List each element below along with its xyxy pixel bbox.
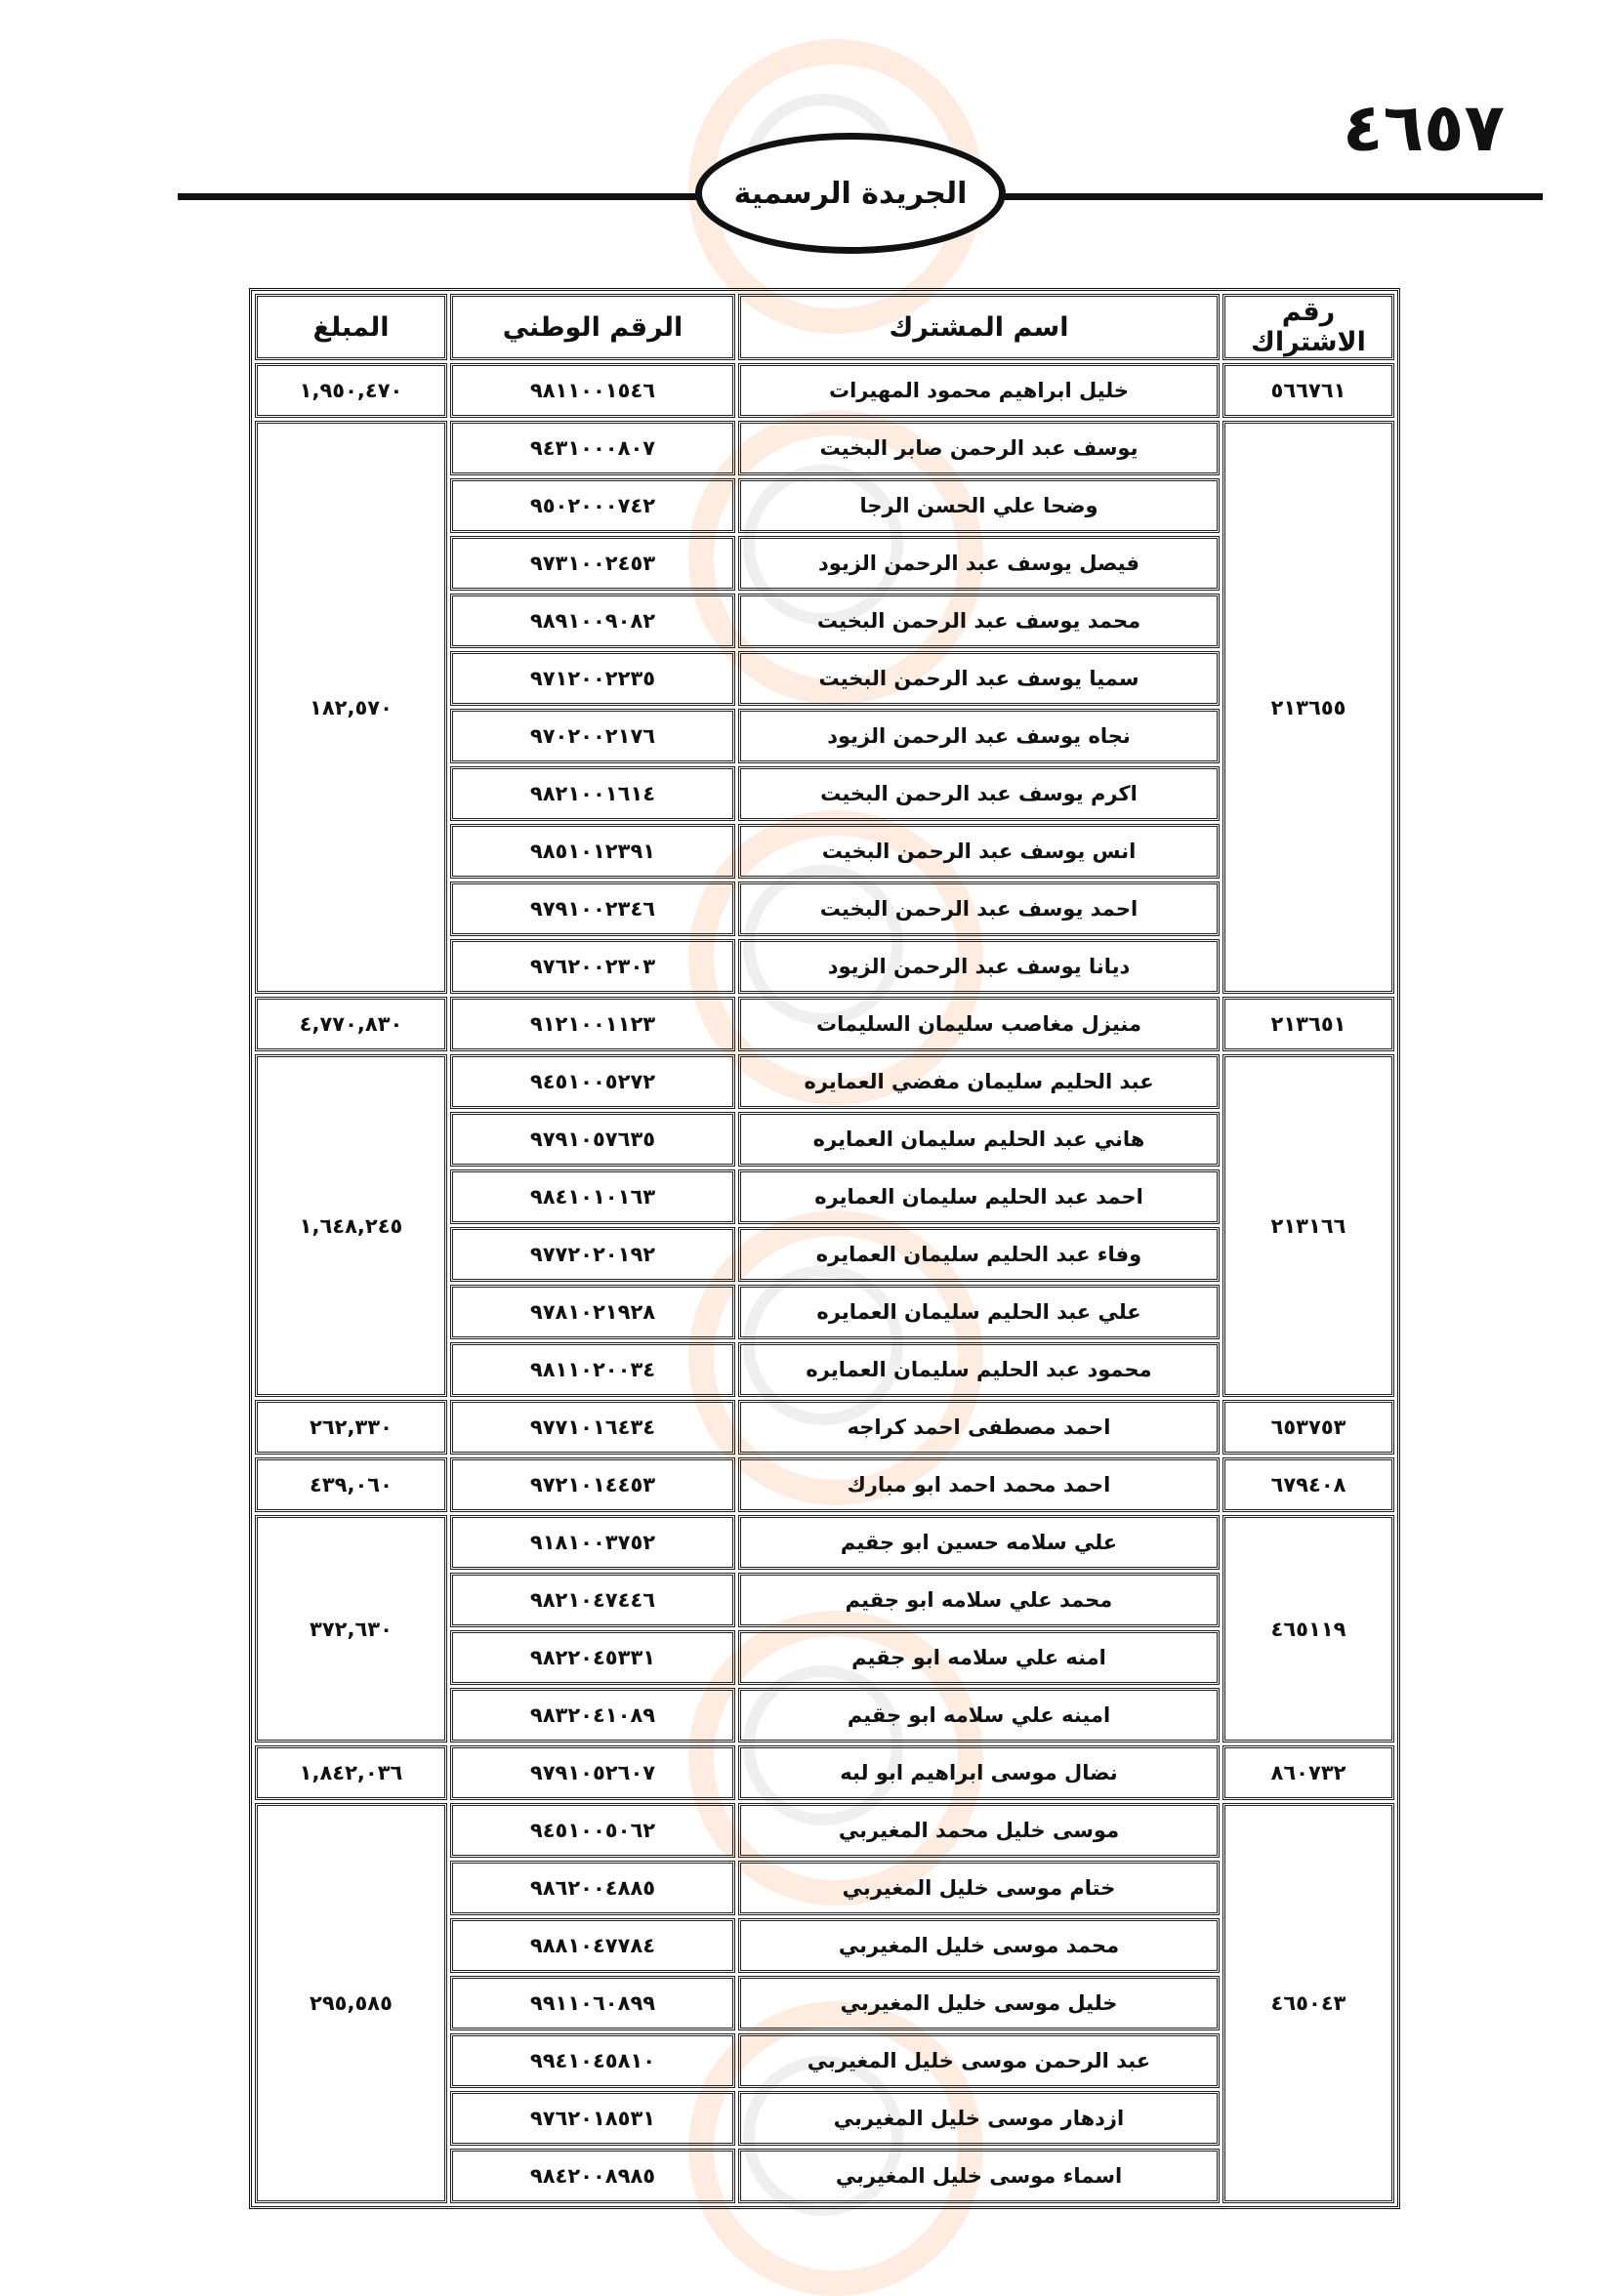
amount: ٢٩٥,٥٨٥ xyxy=(255,1803,447,2203)
subscriber-name: ديانا يوسف عبد الرحمن الزيود xyxy=(738,939,1220,994)
subscriber-name: امنه علي سلامه ابو جقيم xyxy=(738,1630,1220,1685)
subscription-number: ٦٧٩٤٠٨ xyxy=(1222,1457,1394,1512)
national-id: ٩٨٨١٠٤٧٧٨٤ xyxy=(450,1918,735,1973)
national-id: ٩٧٣١٠٠٢٤٥٣ xyxy=(450,536,735,591)
subscriber-name: محمد موسى خليل المغيربي xyxy=(738,1918,1220,1973)
national-id: ٩٨٣٢٠٤١٠٨٩ xyxy=(450,1688,735,1742)
national-id: ٩٨١١٠٢٠٠٣٤ xyxy=(450,1342,735,1397)
national-id: ٩٩٤١٠٤٥٨١٠ xyxy=(450,2033,735,2088)
national-id: ٩٧٧١٠١٦٤٣٤ xyxy=(450,1400,735,1455)
table-row xyxy=(255,363,1394,418)
amount: ٣٧٢,٦٣٠ xyxy=(255,1515,447,1742)
column-header-subscription: رقم الاشتراك xyxy=(1222,294,1394,360)
national-id: ٩٨٦٢٠٠٤٨٨٥ xyxy=(450,1861,735,1915)
page-number: ٤٦٥٧ xyxy=(1343,90,1506,167)
subscription-number: ٥٦٦٧٦١ xyxy=(1222,363,1394,418)
subscriber-name: محمد يوسف عبد الرحمن البخيت xyxy=(738,594,1220,648)
subscriber-name: اكرم يوسف عبد الرحمن البخيت xyxy=(738,766,1220,821)
national-id: ٩١٨١٠٠٣٧٥٢ xyxy=(450,1515,735,1570)
national-id: ٩٧٩١٠٥٢٦٠٧ xyxy=(450,1745,735,1800)
subscriber-name: سميا يوسف عبد الرحمن البخيت xyxy=(738,651,1220,706)
subscription-number: ٨٦٠٧٣٢ xyxy=(1222,1745,1394,1800)
national-id: ٩٨٢١٠٤٧٤٤٦ xyxy=(450,1573,735,1627)
national-id: ٩٧٩١٠٠٢٣٤٦ xyxy=(450,882,735,936)
subscriber-name: محمود عبد الحليم سليمان العمايره xyxy=(738,1342,1220,1397)
amount: ١٨٢,٥٧٠ xyxy=(255,421,447,994)
national-id: ٩٨٤٢٠٠٨٩٨٥ xyxy=(450,2149,735,2203)
subscriber-name: خليل ابراهيم محمود المهيرات xyxy=(738,363,1220,418)
subscriber-name: امينه علي سلامه ابو جقيم xyxy=(738,1688,1220,1742)
table-row xyxy=(255,1515,1394,1570)
national-id: ٩٧٦٢٠٠٢٣٠٣ xyxy=(450,939,735,994)
subscriber-name: خليل موسى خليل المغيربي xyxy=(738,1976,1220,2030)
subscriber-name: عبد الرحمن موسى خليل المغيربي xyxy=(738,2033,1220,2088)
subscriber-name: وضحا علي الحسن الرجا xyxy=(738,478,1220,533)
subscription-number: ٢١٣٦٥١ xyxy=(1222,997,1394,1051)
national-id: ٩٩١١٠٦٠٨٩٩ xyxy=(450,1976,735,2030)
national-id: ٩٨٥١٠١٢٣٩١ xyxy=(450,824,735,879)
subscription-number: ٤٦٥١١٩ xyxy=(1222,1515,1394,1742)
subscriber-name: احمد مصطفى احمد كراجه xyxy=(738,1400,1220,1455)
amount: ١,٦٤٨,٢٤٥ xyxy=(255,1054,447,1397)
subscription-number: ٢١٣٦٥٥ xyxy=(1222,421,1394,994)
national-id: ٩٧٨١٠٢١٩٢٨ xyxy=(450,1285,735,1339)
subscriber-name: هاني عبد الحليم سليمان العمايره xyxy=(738,1112,1220,1167)
amount: ١,٩٥٠,٤٧٠ xyxy=(255,363,447,418)
national-id: ٩٨٢٢٠٤٥٣٣١ xyxy=(450,1630,735,1685)
national-id: ٩٧١٢٠٠٢٢٣٥ xyxy=(450,651,735,706)
table-row xyxy=(255,1457,1394,1512)
subscriber-name: انس يوسف عبد الرحمن البخيت xyxy=(738,824,1220,879)
subscriber-name: علي سلامه حسين ابو جقيم xyxy=(738,1515,1220,1570)
column-header-name: اسم المشترك xyxy=(738,294,1220,360)
publication-title-oval xyxy=(695,133,1006,254)
subscriber-name: نضال موسى ابراهيم ابو لبه xyxy=(738,1745,1220,1800)
subscriber-name: وفاء عبد الحليم سليمان العمايره xyxy=(738,1227,1220,1282)
subscriber-name: ختام موسى خليل المغيربي xyxy=(738,1861,1220,1915)
subscriber-name: فيصل يوسف عبد الرحمن الزيود xyxy=(738,536,1220,591)
subscriber-name: علي عبد الحليم سليمان العمايره xyxy=(738,1285,1220,1339)
national-id: ٩٧٦٢٠١٨٥٣١ xyxy=(450,2091,735,2146)
subscriber-name: نجاه يوسف عبد الرحمن الزيود xyxy=(738,709,1220,763)
national-id: ٩٤٥١٠٠٥٠٦٢ xyxy=(450,1803,735,1858)
national-id: ٩٤٥١٠٠٥٢٧٢ xyxy=(450,1054,735,1109)
subscriber-name: ازدهار موسى خليل المغيربي xyxy=(738,2091,1220,2146)
national-id: ٩٨١١٠٠١٥٤٦ xyxy=(450,363,735,418)
subscription-number: ٤٦٥٠٤٣ xyxy=(1222,1803,1394,2203)
national-id: ٩١٢١٠٠١١٢٣ xyxy=(450,997,735,1051)
table-row xyxy=(255,1400,1394,1455)
subscription-number: ٦٥٣٧٥٣ xyxy=(1222,1400,1394,1455)
amount: ٢٦٢,٣٣٠ xyxy=(255,1400,447,1455)
subscriber-name: يوسف عبد الرحمن صابر البخيت xyxy=(738,421,1220,475)
subscription-number: ٢١٣١٦٦ xyxy=(1222,1054,1394,1397)
national-id: ٩٨٢١٠٠١٦١٤ xyxy=(450,766,735,821)
column-header-national-id: الرقم الوطني xyxy=(450,294,735,360)
subscribers-table xyxy=(249,288,1400,2209)
table-row xyxy=(255,997,1394,1051)
subscriber-name: موسى خليل محمد المغيربي xyxy=(738,1803,1220,1858)
subscriber-name: منيزل مغاصب سليمان السليمات xyxy=(738,997,1220,1051)
publication-title: الجريدة الرسمية xyxy=(733,176,968,211)
table-row xyxy=(255,1745,1394,1800)
national-id: ٩٥٠٢٠٠٠٧٤٢ xyxy=(450,478,735,533)
national-id: ٩٧٢١٠١٤٤٥٣ xyxy=(450,1457,735,1512)
subscriber-name: احمد محمد احمد ابو مبارك xyxy=(738,1457,1220,1512)
amount: ٤,٧٧٠,٨٣٠ xyxy=(255,997,447,1051)
table-row xyxy=(255,421,1394,475)
subscriber-name: عبد الحليم سليمان مفضي العمايره xyxy=(738,1054,1220,1109)
national-id: ٩٧٠٢٠٠٢١٧٦ xyxy=(450,709,735,763)
table-row xyxy=(255,1803,1394,1858)
subscriber-name: محمد علي سلامه ابو جقيم xyxy=(738,1573,1220,1627)
amount: ١,٨٤٢,٠٣٦ xyxy=(255,1745,447,1800)
column-header-amount: المبلغ xyxy=(255,294,447,360)
national-id: ٩٨٩١٠٠٩٠٨٢ xyxy=(450,594,735,648)
table-row xyxy=(255,1054,1394,1109)
subscriber-name: احمد عبد الحليم سليمان العمايره xyxy=(738,1169,1220,1224)
table-header-row xyxy=(255,294,1394,360)
national-id: ٩٧٧٢٠٢٠١٩٢ xyxy=(450,1227,735,1282)
subscriber-name: احمد يوسف عبد الرحمن البخيت xyxy=(738,882,1220,936)
national-id: ٩٨٤١٠١٠١٦٣ xyxy=(450,1169,735,1224)
amount: ٤٣٩,٠٦٠ xyxy=(255,1457,447,1512)
national-id: ٩٧٩١٠٥٧٦٣٥ xyxy=(450,1112,735,1167)
subscriber-name: اسماء موسى خليل المغيربي xyxy=(738,2149,1220,2203)
national-id: ٩٤٣١٠٠٠٨٠٧ xyxy=(450,421,735,475)
